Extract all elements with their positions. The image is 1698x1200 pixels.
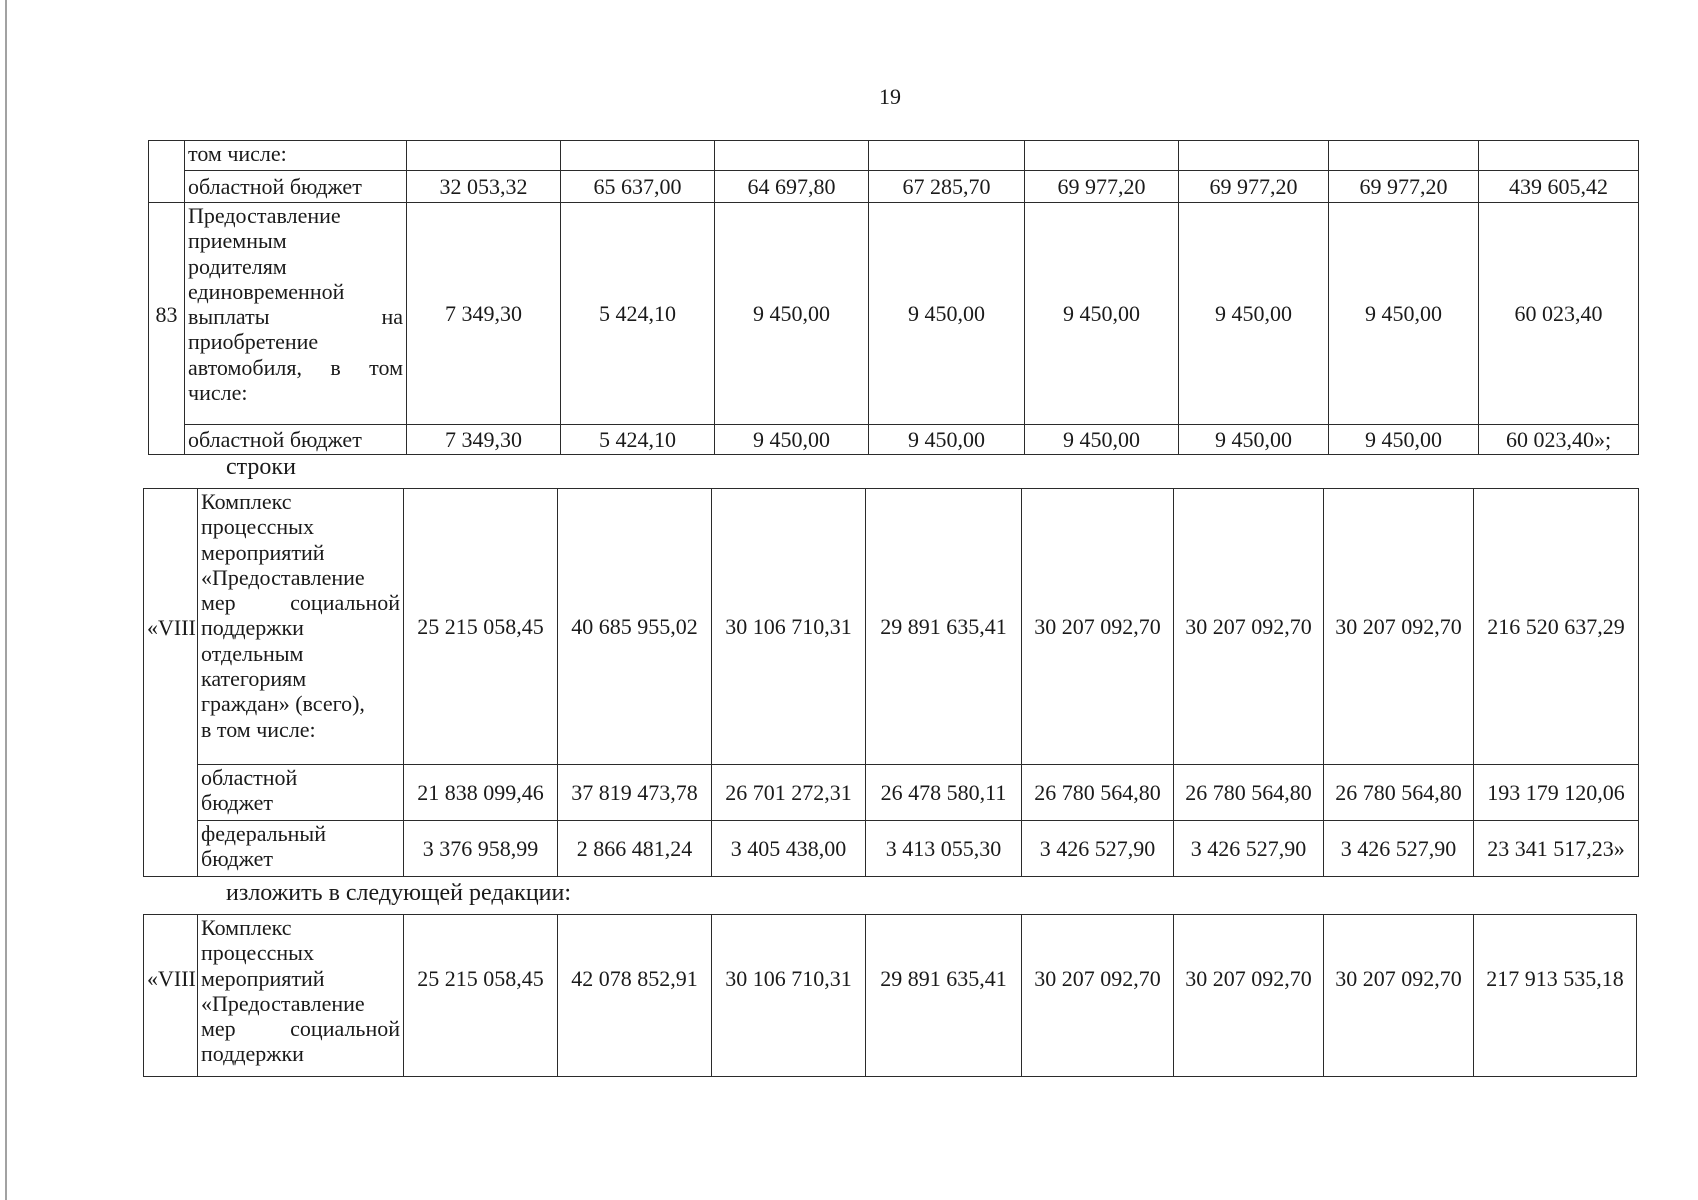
- value-cell: 9 450,00: [869, 425, 1025, 455]
- value-cell: 3 413 055,30: [866, 821, 1022, 877]
- value-cell: 67 285,70: [869, 171, 1025, 203]
- value-cell: 42 078 852,91: [558, 915, 712, 1077]
- index-cell: [149, 141, 185, 203]
- value-cell: 21 838 099,46: [404, 765, 558, 821]
- value-cell: 217 913 535,18: [1474, 915, 1637, 1077]
- value-cell: 439 605,42: [1479, 171, 1639, 203]
- value-cell: 9 450,00: [1329, 203, 1479, 425]
- value-cell: 30 106 710,31: [712, 489, 866, 765]
- row-label: областной бюджет: [185, 171, 407, 203]
- value-cell: 7 349,30: [407, 425, 561, 455]
- value-cell: 216 520 637,29: [1474, 489, 1639, 765]
- value-cell: 30 207 092,70: [1174, 489, 1324, 765]
- table-row: [149, 203, 1639, 425]
- value-cell: 32 053,32: [407, 171, 561, 203]
- caption-lines: строки: [226, 454, 296, 480]
- value-cell: 25 215 058,45: [404, 915, 558, 1077]
- value-cell: 60 023,40»;: [1479, 425, 1639, 455]
- row-index: 83: [149, 203, 185, 455]
- value-cell: 193 179 120,06: [1474, 765, 1639, 821]
- value-cell: 29 891 635,41: [866, 489, 1022, 765]
- value-cell: 9 450,00: [869, 203, 1025, 425]
- table-row: [149, 141, 1639, 171]
- value-cell: 60 023,40: [1479, 203, 1639, 425]
- funding-table-old: [143, 488, 1639, 877]
- value-cell: 3 426 527,90: [1022, 821, 1174, 877]
- value-cell: 9 450,00: [715, 203, 869, 425]
- row-index: «VIII: [144, 915, 198, 1077]
- value-cell: 37 819 473,78: [558, 765, 712, 821]
- value-cell: 5 424,10: [561, 203, 715, 425]
- row-label: областной бюджет: [185, 425, 407, 455]
- value-cell: 26 780 564,80: [1022, 765, 1174, 821]
- value-cell: 69 977,20: [1025, 171, 1179, 203]
- row-label: том числе:: [185, 141, 407, 171]
- row-description: Комплекс процессных мероприятий «Предоставление мер социальной поддержки отдельным категориям граждан» (всего), в том числе:: [198, 489, 404, 765]
- value-cell: 7 349,30: [407, 203, 561, 425]
- value-cell: 26 780 564,80: [1324, 765, 1474, 821]
- value-cell: 9 450,00: [715, 425, 869, 455]
- value-cell: 30 106 710,31: [712, 915, 866, 1077]
- value-cell: 30 207 092,70: [1022, 489, 1174, 765]
- value-cell: 9 450,00: [1179, 425, 1329, 455]
- table-row: [149, 425, 1639, 455]
- value-cell: 3 426 527,90: [1174, 821, 1324, 877]
- value-cell: 9 450,00: [1179, 203, 1329, 425]
- value-cell: 3 426 527,90: [1324, 821, 1474, 877]
- value-cell: 29 891 635,41: [866, 915, 1022, 1077]
- scan-edge-shadow: [5, 0, 7, 1200]
- table-row: [144, 765, 1639, 821]
- value-cell: 2 866 481,24: [558, 821, 712, 877]
- value-cell: 30 207 092,70: [1324, 489, 1474, 765]
- funding-table-new: [143, 914, 1637, 1077]
- value-cell: 5 424,10: [561, 425, 715, 455]
- table-row: [149, 171, 1639, 203]
- value-cell: 9 450,00: [1025, 425, 1179, 455]
- value-cell: 25 215 058,45: [404, 489, 558, 765]
- value-cell: 64 697,80: [715, 171, 869, 203]
- funding-table-continued: [148, 140, 1639, 455]
- value-cell: 9 450,00: [1329, 425, 1479, 455]
- value-cell: 3 376 958,99: [404, 821, 558, 877]
- value-cell: 26 780 564,80: [1174, 765, 1324, 821]
- value-cell: 30 207 092,70: [1324, 915, 1474, 1077]
- caption-new-edition: изложить в следующей редакции:: [226, 880, 572, 906]
- row-index: «VIII: [144, 489, 198, 877]
- value-cell: 69 977,20: [1329, 171, 1479, 203]
- value-cell: 69 977,20: [1179, 171, 1329, 203]
- value-cell: 40 685 955,02: [558, 489, 712, 765]
- row-description: Предоставление приемным родителям единовременной выплаты на приобретение автомобиля, в том числе:: [185, 203, 407, 425]
- value-cell: 65 637,00: [561, 171, 715, 203]
- value-cell: 3 405 438,00: [712, 821, 866, 877]
- row-description: Комплекс процессных мероприятий «Предоставление мер социальной поддержки: [198, 915, 404, 1077]
- row-label-regional: областной бюджет: [198, 765, 404, 821]
- table-row: [144, 915, 1637, 1077]
- table-row: [144, 489, 1639, 765]
- row-label-federal: федеральный бюджет: [198, 821, 404, 877]
- page-number: 19: [879, 84, 901, 109]
- table-row: [144, 821, 1639, 877]
- value-cell: 9 450,00: [1025, 203, 1179, 425]
- value-cell: 26 701 272,31: [712, 765, 866, 821]
- value-cell: 26 478 580,11: [866, 765, 1022, 821]
- value-cell: 30 207 092,70: [1022, 915, 1174, 1077]
- value-cell: 30 207 092,70: [1174, 915, 1324, 1077]
- value-cell: 23 341 517,23»: [1474, 821, 1639, 877]
